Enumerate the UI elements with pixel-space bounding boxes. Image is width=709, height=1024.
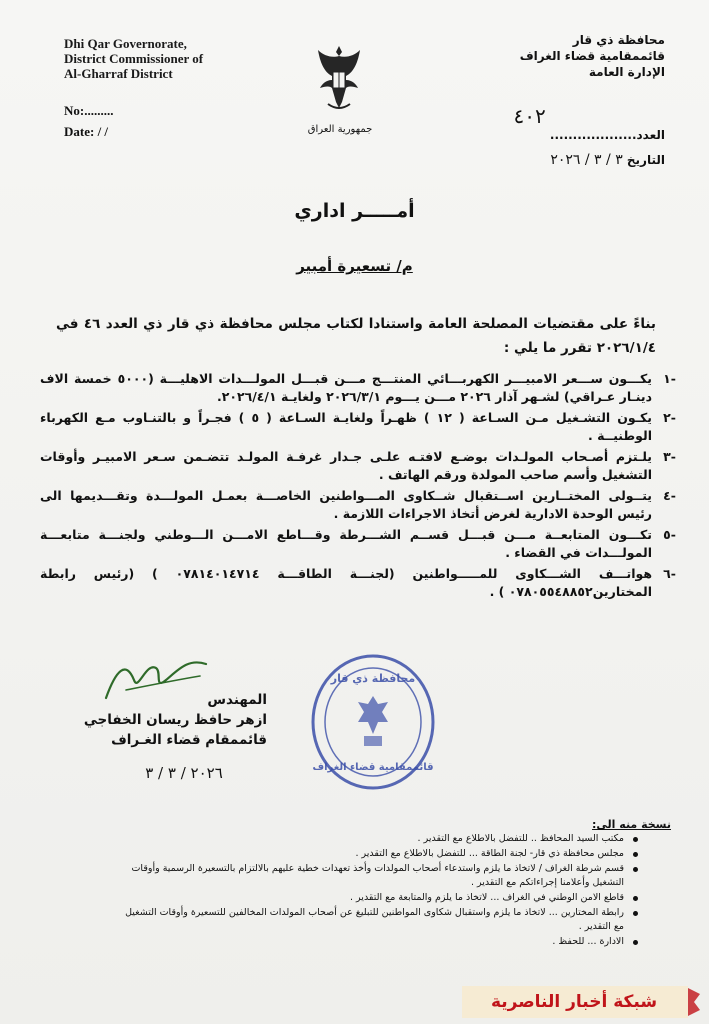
header-ar-line3: الإدارة العامة <box>588 65 665 79</box>
emblem-caption: جمهورية العراق <box>307 124 373 135</box>
item-number: -١ <box>663 371 676 386</box>
date-label: التاريخ <box>626 153 665 167</box>
order-item <box>40 487 676 522</box>
header-en-line3: Al-Gharraf District <box>64 66 173 81</box>
number-value: ٤٠٢ <box>513 104 546 128</box>
document-title: أمـــــر اداري <box>294 200 415 222</box>
item-number: -٥ <box>663 527 676 542</box>
header-ar-line2: قائممقامية قضاء الغراف <box>519 49 665 63</box>
copy-recipient: الادارة ... للحفظ . <box>120 935 640 949</box>
copy-recipient: قسم شرطة الغراف / لاتخاذ ما يلزم واستدعاء أصحاب المولدات وأخذ تعهدات خطية عليهم بالالتزام بالتسعيرة الرسمية وأوقات التشغيل وأعلامنا إجراءاتكم مع التقدير . <box>120 862 640 890</box>
order-item <box>40 565 676 600</box>
item-text: يكـون التشـغيل مـن السـاعة ( ١٢ ) ظهـراً ولغايـة السـاعة ( ٥ ) فجـراً و بالتنـاوب مـع الكهرباء الوطنيــة . <box>40 410 652 443</box>
date-value: ٣ / ٣ / ٢٠٢٦ <box>550 152 623 168</box>
item-number: -٦ <box>663 566 676 581</box>
order-item <box>40 526 676 561</box>
signature-block <box>67 690 267 750</box>
stamp-bottom-text: قائممقامية قضاء الغراف <box>312 762 434 773</box>
item-text: يتــولى المختــارين اســتقبال شــكاوى المـــواطنين الخاصـــة بعمـل المولـــدة وتقـــديمها الى رئيس الوحدة الادارية لغرض أتخاذ الاجراءات اللازمة . <box>40 488 652 521</box>
arabic-header <box>520 32 665 80</box>
copy-recipient: رابطة المختارين ... لاتخاذ ما يلزم واستقبال شكاوى المواطنين للتبليغ عن أصحاب المولدات المخالفين للتسعيرة وأوقات التشغيل مع التقدير . <box>120 906 640 934</box>
iraq-eagle-emblem-icon <box>314 42 364 112</box>
copy-recipient: قاطع الامن الوطني في الغراف ... لاتخاذ ما يلزم والمتابعة مع التقدير . <box>120 891 640 905</box>
item-number: -٣ <box>663 449 676 464</box>
copy-recipient: مجلس محافظة ذي قار- لجنة الطاقة ... للتفضل بالاطلاع مع التقدير . <box>120 847 640 861</box>
copy-recipient: مكتب السيد المحافظ .. للتفضل بالاطلاع مع التقدير . <box>120 832 640 846</box>
item-number: -٢ <box>663 410 676 425</box>
order-items-list <box>40 370 676 604</box>
signatory-name: ازهر حافظ ريسان الخفاجي <box>83 712 267 728</box>
signatory-position: قائممقام قضاء الغـراف <box>111 732 267 748</box>
order-item <box>40 409 676 444</box>
order-item <box>40 370 676 405</box>
item-text: يلـتزم أصـحاب المولـدات بوضـع لافتـه علـى جـدار غرفـة المولـد تتضـمن سـعر الامبيـر وأوقات التشغيل وأسم صاحب المولدة ورقم الهاتف . <box>40 449 652 482</box>
item-text: هواتـــف الشـــكاوى للمـــــواطنين (لجنـــة الطاقـــة ٠٧٨١٤٠١٤٧١٤ ) (رئيس رابطة المختارين٠٧٨٠٥٥٤٨٨٥٢ ) . <box>40 566 653 599</box>
document-subject: م/ تسعيرة أمبير <box>296 257 413 275</box>
signatory-title: المهندس <box>207 692 267 708</box>
arabic-date-field <box>550 152 665 168</box>
item-text: تكـــون المتابعــة مـــن قبـــل قســم الشـــرطة وقـــاطع الامـــن الـــوطني ولجنـــة متابعـــة المولـــدات في القضاء . <box>40 527 652 560</box>
arabic-number-field <box>513 104 665 144</box>
copies-list <box>120 832 640 950</box>
header-ar-line1: محافظة ذي قار <box>572 33 665 47</box>
intro-paragraph: بناءً على مقتضيات المصلحة العامة واستنادا لكتاب مجلس محافظة ذي قار ذي العدد ٤٦ في ٢٠٢٦/١/٤ تقرر ما يلي : <box>56 316 656 356</box>
order-item <box>40 448 676 483</box>
stamp-top-text: محافظة ذي قار <box>330 672 416 685</box>
signature-date: ٢٠٢٦ / ٣ / ٣ <box>145 764 223 782</box>
header-en-line1: Dhi Qar Governorate, <box>64 36 187 51</box>
item-number: -٤ <box>663 488 676 503</box>
english-number-field: No:......... <box>64 103 114 118</box>
number-label: العدد................... <box>549 128 665 142</box>
english-header <box>64 36 203 81</box>
english-date-field: Date: / / <box>64 124 109 139</box>
watermark-text: شبكة أخبار الناصرية <box>490 992 658 1012</box>
header-en-line2: District Commissioner of <box>64 51 204 66</box>
official-stamp-icon <box>308 652 438 792</box>
copies-heading: نسخة منه الى: <box>592 818 671 831</box>
item-text: يكـــون ســـعر الامبيـــر الكهربـــائي المنتـــج مـــن قبـــل المولـــدات الاهليـــة (٥٠٠٠ خمسة الاف دينـار عـراقي) لشـهر آذار ٢٠٢٦ مـــن يـــوم ٢٠٢٦/٣/١ ولغايـة ٢٠٢٦/٤/١. <box>40 371 652 404</box>
